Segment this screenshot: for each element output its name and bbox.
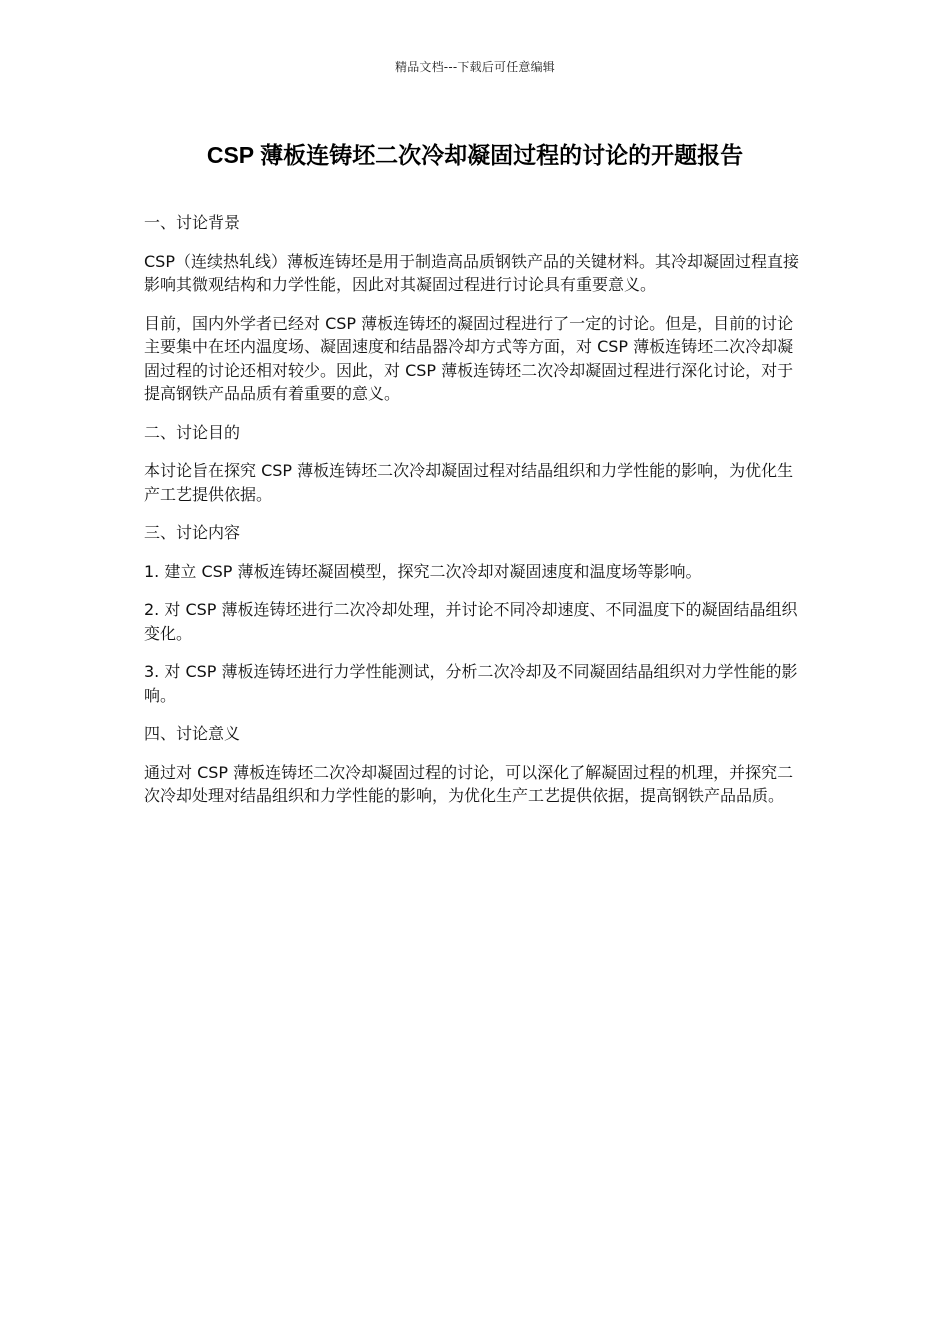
significance-paragraph: 通过对 CSP 薄板连铸坯二次冷却凝固过程的讨论，可以深化了解凝固过程的机理，并探究二次冷却处理对结晶组织和力学性能的影响，为优化生产工艺提供依据，提高钢铁产品品质。: [144, 762, 794, 805]
background-paragraph-1: CSP（连续热轧线）薄板连铸坯是用于制造高品质钢铁产品的关键材料。其冷却凝固过程直接影响其微观结构和力学性能，因此对其凝固过程进行讨论具有重要意义。: [144, 251, 799, 294]
section-heading-purpose: 二、讨论目的: [144, 422, 241, 442]
document-body: [144, 211, 806, 823]
section-heading-content: 三、讨论内容: [144, 523, 241, 542]
page-header: 精品文档---下载后可任意编辑: [395, 60, 555, 74]
document-title: CSP 薄板连铸坯二次冷却凝固过程的讨论的开题报告: [206, 142, 744, 168]
section-heading-significance: 四、讨论意义: [144, 724, 241, 743]
content-item-2: 2. 对 CSP 薄板连铸坯进行二次冷却处理，并讨论不同冷却速度、不同温度下的凝固结晶组织变化。: [144, 600, 798, 643]
content-item-3: 3. 对 CSP 薄板连铸坯进行力学性能测试，分析二次冷却及不同凝固结晶组织对力学性能的影响。: [144, 662, 798, 705]
section-heading-background: 一、讨论背景: [144, 213, 241, 232]
content-item-1: 1. 建立 CSP 薄板连铸坯凝固模型，探究二次冷却对凝固速度和温度场等影响。: [144, 561, 702, 581]
purpose-paragraph: 本讨论旨在探究 CSP 薄板连铸坯二次冷却凝固过程对结晶组织和力学性能的影响，为优化生产工艺提供依据。: [144, 461, 794, 504]
background-paragraph-2: 目前，国内外学者已经对 CSP 薄板连铸坯的凝固过程进行了一定的讨论。但是，目前的讨论主要集中在坯内温度场、凝固速度和结晶器冷却方式等方面，对 CSP 薄板连铸坯二次冷却凝固过程的讨论还相对较少。因此，对 CSP 薄板连铸坯二次冷却凝固过程进行深化讨论，对于提高钢铁产品品质有着重要的意义。: [144, 313, 794, 403]
